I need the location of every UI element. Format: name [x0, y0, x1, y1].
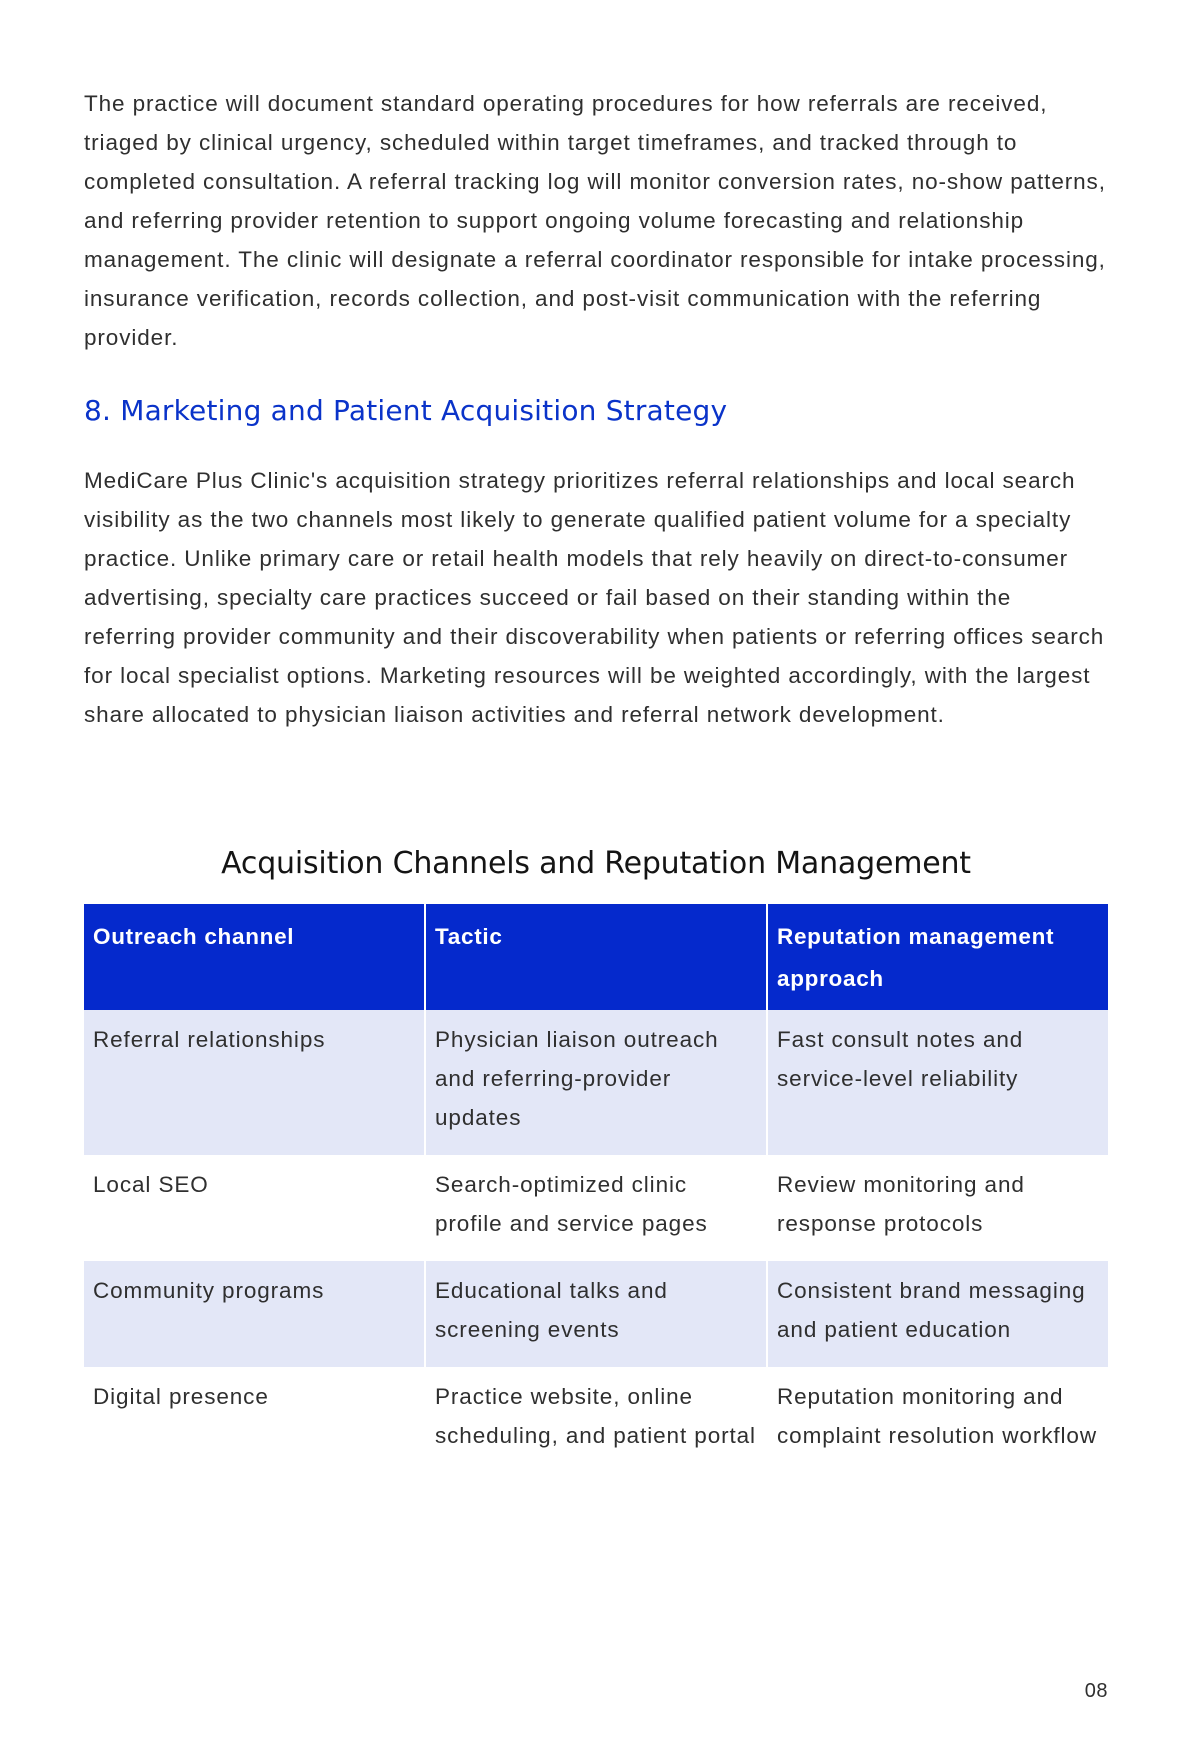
- table-row: [84, 1010, 1108, 1155]
- intro-paragraph: The practice will document standard operating procedures for how referrals are received, triaged by clinical urgency, scheduled within target timeframes, and tracked through to completed consultation. A referral tracking log will monitor conversion rates, no-show patterns, and referring provider retention to support ongoing volume forecasting and relationship management. The clinic will designate a referral coordinator responsible for intake processing, insurance verification, records collection, and post-visit communication with the referring provider.: [84, 91, 1106, 350]
- table-row: [84, 1261, 1108, 1367]
- table-cell-channel: Referral relationships: [84, 1010, 425, 1155]
- table-row: [84, 1155, 1108, 1261]
- table-cell-approach: Fast consult notes and service-level reliability: [767, 1010, 1108, 1155]
- section-heading: 8. Marketing and Patient Acquisition Strategy: [84, 394, 728, 427]
- table-cell-approach: Reputation monitoring and complaint resolution workflow: [767, 1367, 1108, 1473]
- table-cell-channel: Community programs: [84, 1261, 425, 1367]
- section-paragraph: MediCare Plus Clinic's acquisition strategy prioritizes referral relationships and local search visibility as the two channels most likely to generate qualified patient volume for a specialty practice. Unlike primary care or retail health models that rely heavily on direct-to-consumer advertising, specialty care practices succeed or fail based on their standing within the referring provider community and their discoverability when patients or referring offices search for local specialist options. Marketing resources will be weighted accordingly, with the largest share allocated to physician liaison activities and referral network development.: [84, 468, 1105, 727]
- table-cell-tactic: Physician liaison outreach and referring-provider updates: [425, 1010, 767, 1155]
- column-header-tactic: Tactic: [425, 904, 767, 1010]
- table-header-row: [84, 904, 1108, 1010]
- table-cell-channel: Digital presence: [84, 1367, 425, 1473]
- table-cell-channel: Local SEO: [84, 1155, 425, 1261]
- table-cell-tactic: Educational talks and screening events: [425, 1261, 767, 1367]
- table-cell-tactic: Search-optimized clinic profile and service pages: [425, 1155, 767, 1261]
- table-cell-approach: Review monitoring and response protocols: [767, 1155, 1108, 1261]
- column-header-reputation-approach: Reputation management approach: [767, 904, 1108, 1010]
- table-cell-approach: Consistent brand messaging and patient education: [767, 1261, 1108, 1367]
- column-header-outreach-channel: Outreach channel: [84, 904, 425, 1010]
- table-title: Acquisition Channels and Reputation Management: [221, 846, 971, 881]
- acquisition-channels-table: [84, 904, 1108, 1473]
- table-row: [84, 1367, 1108, 1473]
- page-number: 08: [1084, 1680, 1108, 1702]
- table-cell-tactic: Practice website, online scheduling, and patient portal: [425, 1367, 767, 1473]
- document-page: [84, 84, 1108, 1473]
